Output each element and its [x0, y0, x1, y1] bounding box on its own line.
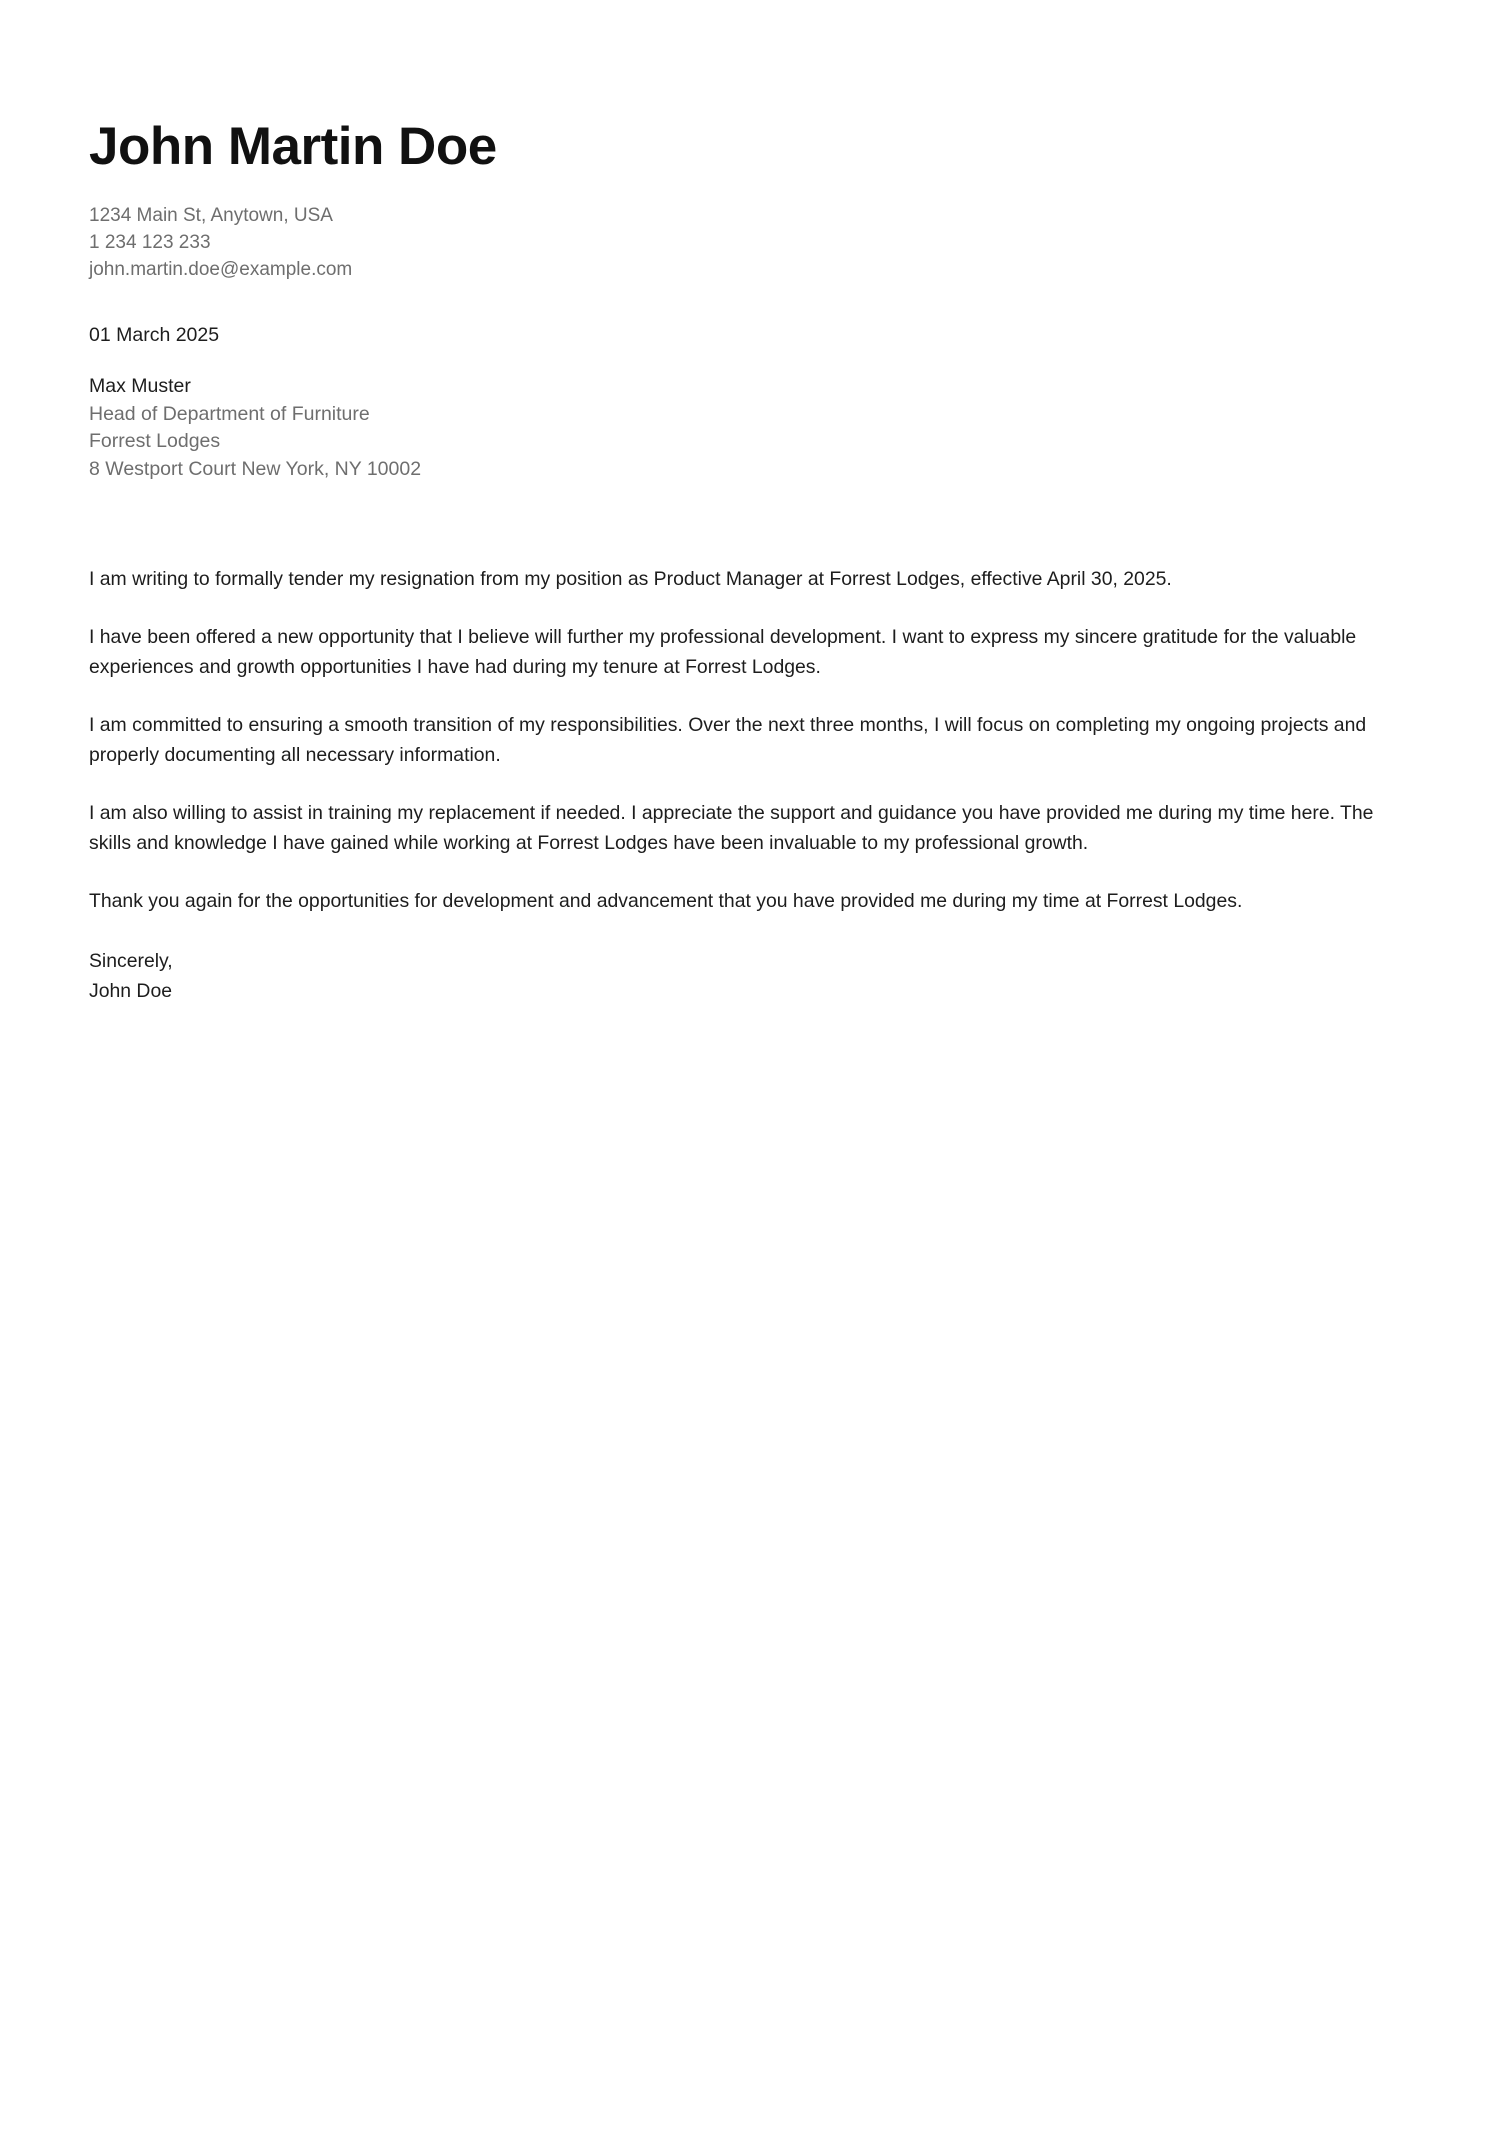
body-paragraph: I have been offered a new opportunity that I believe will further my professional development. I want to express my sincere gratitude for the valuable experiences and growth opportunities I have had during my tenure at Forrest Lodges.: [89, 626, 1357, 679]
letter-content: [89, 0, 1401, 1006]
applicant-contact-block: [89, 202, 1401, 283]
signature-name: John Doe: [89, 980, 173, 1003]
body-paragraph: Thank you again for the opportunities for development and advancement that you have provided me during my time at Forrest Lodges.: [89, 890, 1243, 913]
letter-body: [89, 564, 1400, 916]
applicant-phone: 1 234 123 233: [89, 232, 211, 254]
applicant-address: 1234 Main St, Anytown, USA: [89, 205, 333, 227]
signature-block: [89, 946, 1401, 1006]
body-paragraph: I am also willing to assist in training my replacement if needed. I appreciate the support and guidance you have provided me during my time here. The skills and knowledge I have gained while working at Forrest Lodges have been invaluable to my professional growth.: [89, 802, 1374, 855]
recipient-address: 8 Westport Court New York, NY 10002: [89, 457, 422, 480]
recipient-block: [89, 373, 1401, 483]
recipient-company: Forrest Lodges: [89, 430, 221, 453]
signature-closing: Sincerely,: [89, 950, 173, 973]
body-paragraph: I am committed to ensuring a smooth transition of my responsibilities. Over the next three months, I will focus on completing my ongoing projects and properly documenting all necessary information.: [89, 714, 1367, 767]
letter-date: 01 March 2025: [89, 324, 220, 347]
applicant-name: John Martin Doe: [89, 117, 497, 176]
body-paragraph: I am writing to formally tender my resignation from my position as Product Manager at Forrest Lodges, effective April 30, 2025.: [89, 568, 1172, 591]
letter-header: [89, 0, 1401, 283]
applicant-email: john.martin.doe@example.com: [89, 259, 353, 281]
recipient-name: Max Muster: [89, 375, 191, 398]
recipient-title: Head of Department of Furniture: [89, 402, 370, 425]
